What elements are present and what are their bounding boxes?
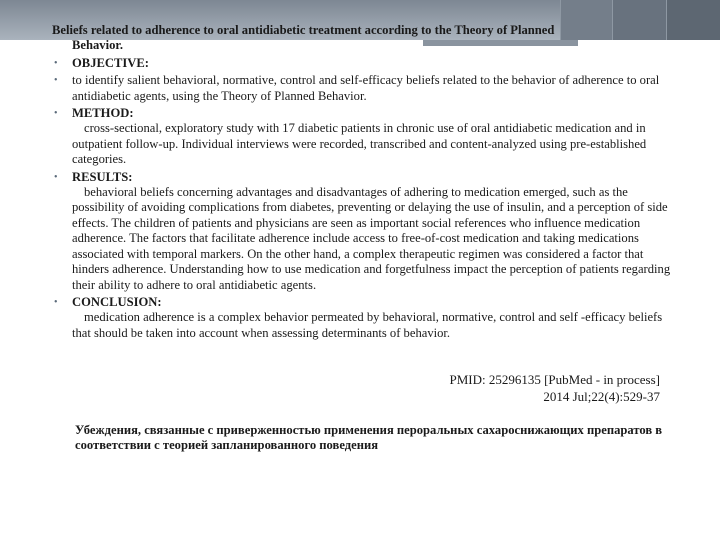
section-objective-label bbox=[52, 56, 677, 71]
bullet-icon: • bbox=[54, 57, 58, 69]
section-results bbox=[52, 170, 677, 293]
section-conclusion bbox=[52, 295, 677, 341]
document-title bbox=[52, 23, 677, 54]
bullet-icon: • bbox=[54, 108, 58, 120]
bullet-icon: • bbox=[54, 171, 58, 183]
section-objective-text bbox=[52, 73, 677, 104]
abstract-sections bbox=[52, 56, 677, 341]
section-text: cross-sectional, exploratory study with 17 diabetic patients in chronic use of oral antidiabetic medication and in outpatient follow-up. Individual interviews were recorded, transcribed and content-analyzed using pre-established categories. bbox=[72, 121, 647, 167]
section-text: behavioral beliefs concerning advantages and disadvantages of adhering to medication emerged, such as the possibility of avoiding complications from diabetes, preventing or delaying the use of insulin, and a perception of side effects. The children of patients and physicians are seen as important social references who influence medication adherence. The factors that facilitate adherence include access to free-of-cost medication and taking medications associated with temporal markers. On the other hand, a complex therapeutic regimen was considered a factor that hinders adherence. Understanding how to use medication and forgetfulness impact the perception of patients regarding their ability to adhere to oral antidiabetic agents. bbox=[72, 185, 671, 292]
section-label: RESULTS: bbox=[72, 169, 133, 184]
citation-date: 2014 Jul;22(4):529-37 bbox=[543, 389, 660, 404]
citation-pmid: PMID: 25296135 [PubMed - in process] bbox=[449, 372, 660, 387]
title-line-2: Behavior. bbox=[72, 38, 123, 53]
section-label: METHOD: bbox=[72, 106, 134, 121]
bullet-icon: • bbox=[54, 296, 58, 308]
section-text: to identify salient behavioral, normative, control and self-efficacy beliefs related to the behavior of adherence to oral antidiabetic agents, using the Theory of Planned Behavior. bbox=[72, 73, 660, 103]
section-text: medication adherence is a complex behavior permeated by behavioral, normative, control and self -efficacy beliefs that should be taken into account when assessing determinants of behavior. bbox=[72, 310, 663, 340]
abstract-content bbox=[52, 23, 677, 343]
russian-title: Убеждения, связанные с приверженностью применения пероральных сахароснижающих препаратов в соответствии с теорией запланированного поведения bbox=[75, 423, 663, 452]
citation bbox=[390, 371, 660, 405]
section-label: OBJECTIVE: bbox=[72, 55, 149, 70]
bullet-icon: • bbox=[54, 75, 58, 87]
section-label: CONCLUSION: bbox=[72, 294, 162, 309]
section-method bbox=[52, 106, 677, 168]
title-line-1: Beliefs related to adherence to oral antidiabetic treatment according to the Theory of Planned bbox=[52, 23, 555, 37]
